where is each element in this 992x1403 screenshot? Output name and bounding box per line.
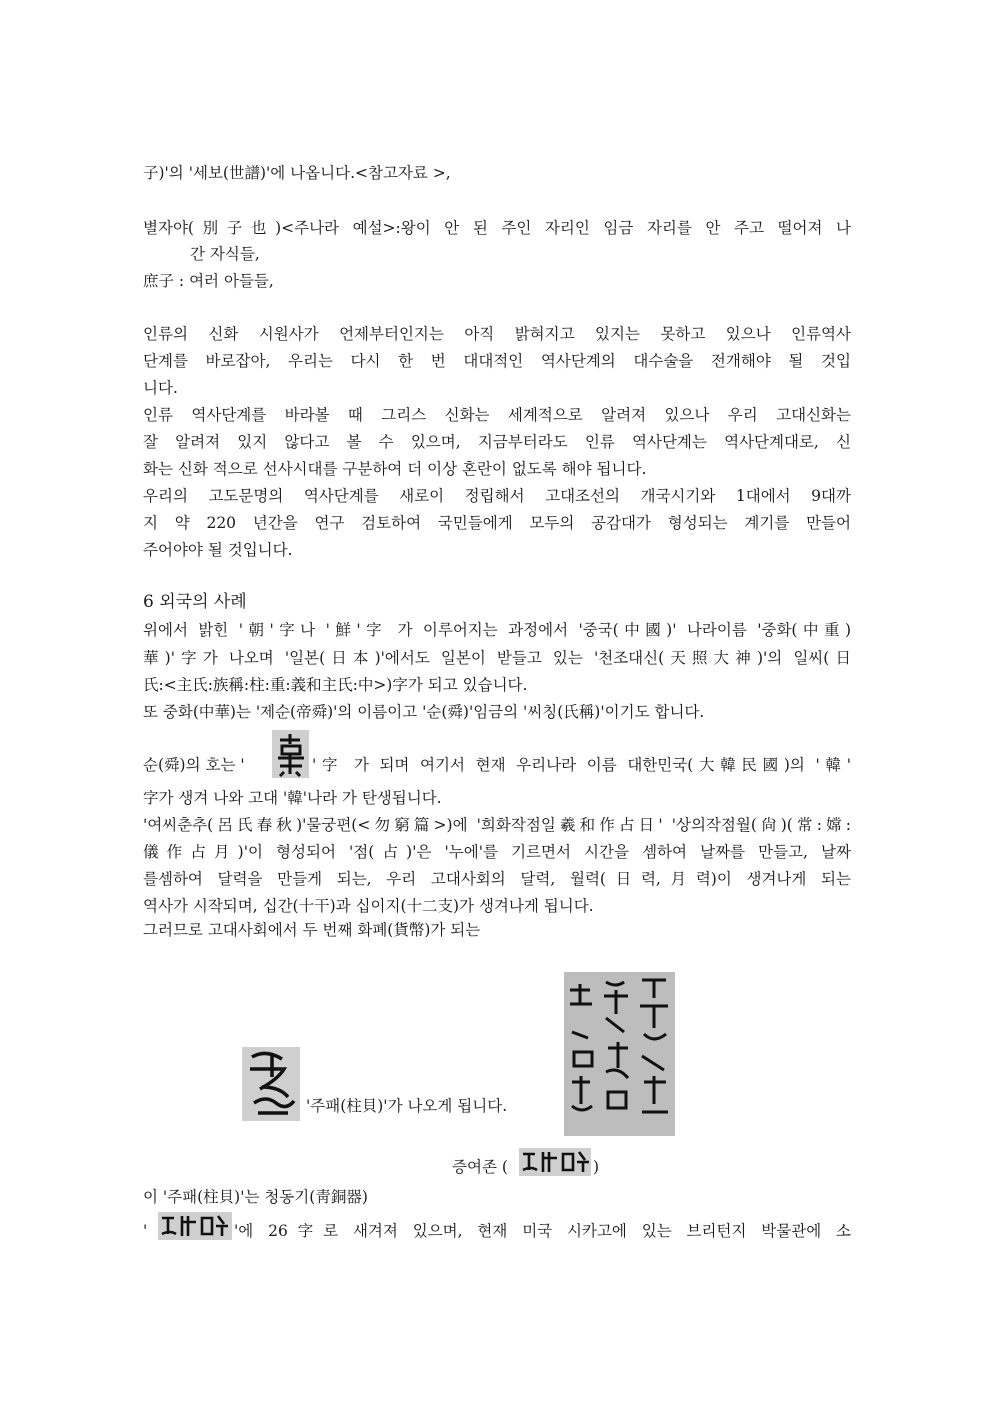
text-line: 儀作占月)'이 형성되어 '점(占)'은 '누에'를 기르면서 시간을 셈하여 날짜를 만들고, 날짜 — [143, 843, 851, 861]
text-line: 또 중화(中華)는 '제순(帝舜)'의 이름이고 '순(舜)'임금의 '씨칭(氏稱)'이기도 합니다. — [143, 703, 705, 721]
text-line: 별자야(別子也)<주나라 예설>:왕이 안 된 주인 자리인 임금 자리를 안 주고 떨어져 나 — [143, 219, 851, 237]
text-line: 우리의 고도문명의 역사단계를 새로이 정립해서 고대조선의 개국시기와 1대에서 9대까 — [143, 487, 851, 505]
text-line: 를셈하여 달력을 만들게 되는, 우리 고대사회의 달력, 월력(日력,月력)이 생겨나게 되는 — [143, 870, 851, 888]
text-line: 이 '주패(柱貝)'는 청동기(靑銅器) — [143, 1188, 368, 1206]
text-line: 간 자식들, — [190, 245, 260, 263]
text-line: 庶子 : 여러 아들들, — [143, 272, 274, 290]
text-line: '字 가 되며 여기서 현재 우리나라 이름 대한민국(大韓民國)의 '韓' — [312, 756, 851, 774]
text-line: '여씨춘추(呂氏春秋)'물궁편(<勿窮篇>)에 '희화작점일羲和作占日' '상의작점월(尙)(常:嫦: — [143, 816, 851, 834]
text-line: 증여존 ( — [452, 1158, 508, 1176]
vessel-name-glyph-image — [158, 1212, 232, 1240]
bronze-inscription-image — [564, 972, 675, 1136]
text-line: ' — [143, 1222, 148, 1240]
section-heading: 6 외국의 사례 — [143, 592, 247, 612]
text-line: 잘 알려져 있지 않다고 볼 수 있으며, 지금부터라도 인류 역사단계는 역사단계대로, 신 — [143, 433, 851, 451]
text-line: 인류의 신화 시원사가 언제부터인지는 아직 밝혀지고 있지는 못하고 있으나 인류역사 — [143, 325, 851, 343]
text-line: 화는 신화 적으로 선사시대를 구분하여 더 이상 혼란이 없도록 해야 됩니다. — [143, 460, 647, 478]
text-line: 지 약 220 년간을 연구 검토하여 국민들에게 모두의 공감대가 형성되는 계기를 만들어 — [143, 514, 851, 532]
text-line: 子)'의 '세보(世譜)'에 나옵니다.<참고자료 >, — [143, 164, 451, 182]
vessel-name-glyph-image — [519, 1148, 591, 1176]
text-line: 華)'字가 나오며 '일본(日本)'에서도 일본이 받들고 있는 '천조대신(天照大神)'의 일씨(日 — [143, 649, 851, 667]
text-line: 단계를 바로잡아, 우리는 다시 한 번 대대적인 역사단계의 대수술을 전개해야 될 것입 — [143, 352, 851, 370]
jupae-glyph-image — [242, 1047, 300, 1121]
seal-glyph-image — [272, 730, 309, 778]
text-line: '에 26字로 새겨져 있으며, 현재 미국 시카고에 있는 브리턴지 박물관에 소 — [234, 1222, 851, 1240]
text-line: 위에서 밝힌 '朝'字나 '鮮'字 가 이루어지는 과정에서 '중국(中國)' 나라이름 '중화(中重) — [143, 621, 851, 639]
text-line: 역사가 시작되며, 십간(十干)과 십이지(十二支)가 생겨나게 됩니다. — [143, 897, 594, 915]
text-line: 니다. — [143, 379, 178, 397]
text-line: 인류 역사단계를 바라볼 때 그리스 신화는 세계적으로 알려져 있으나 우리 고대신화는 — [143, 406, 851, 424]
text-line: 그러므로 고대사회에서 두 번째 화폐(貨幣)가 되는 — [143, 921, 481, 939]
text-line: 氏:<主氏:族稱:柱:重:義和主氏:中>)字가 되고 있습니다. — [143, 676, 528, 694]
text-line: '주패(柱貝)'가 나오게 됩니다. — [306, 1097, 508, 1115]
text-line: 순(舜)의 호는 ' — [143, 756, 245, 774]
text-line: ) — [593, 1158, 600, 1176]
text-line: 주어야야 될 것입니다. — [143, 541, 293, 559]
text-line: 字가 생겨 나와 고대 '韓'나라 가 탄생됩니다. — [143, 789, 442, 807]
